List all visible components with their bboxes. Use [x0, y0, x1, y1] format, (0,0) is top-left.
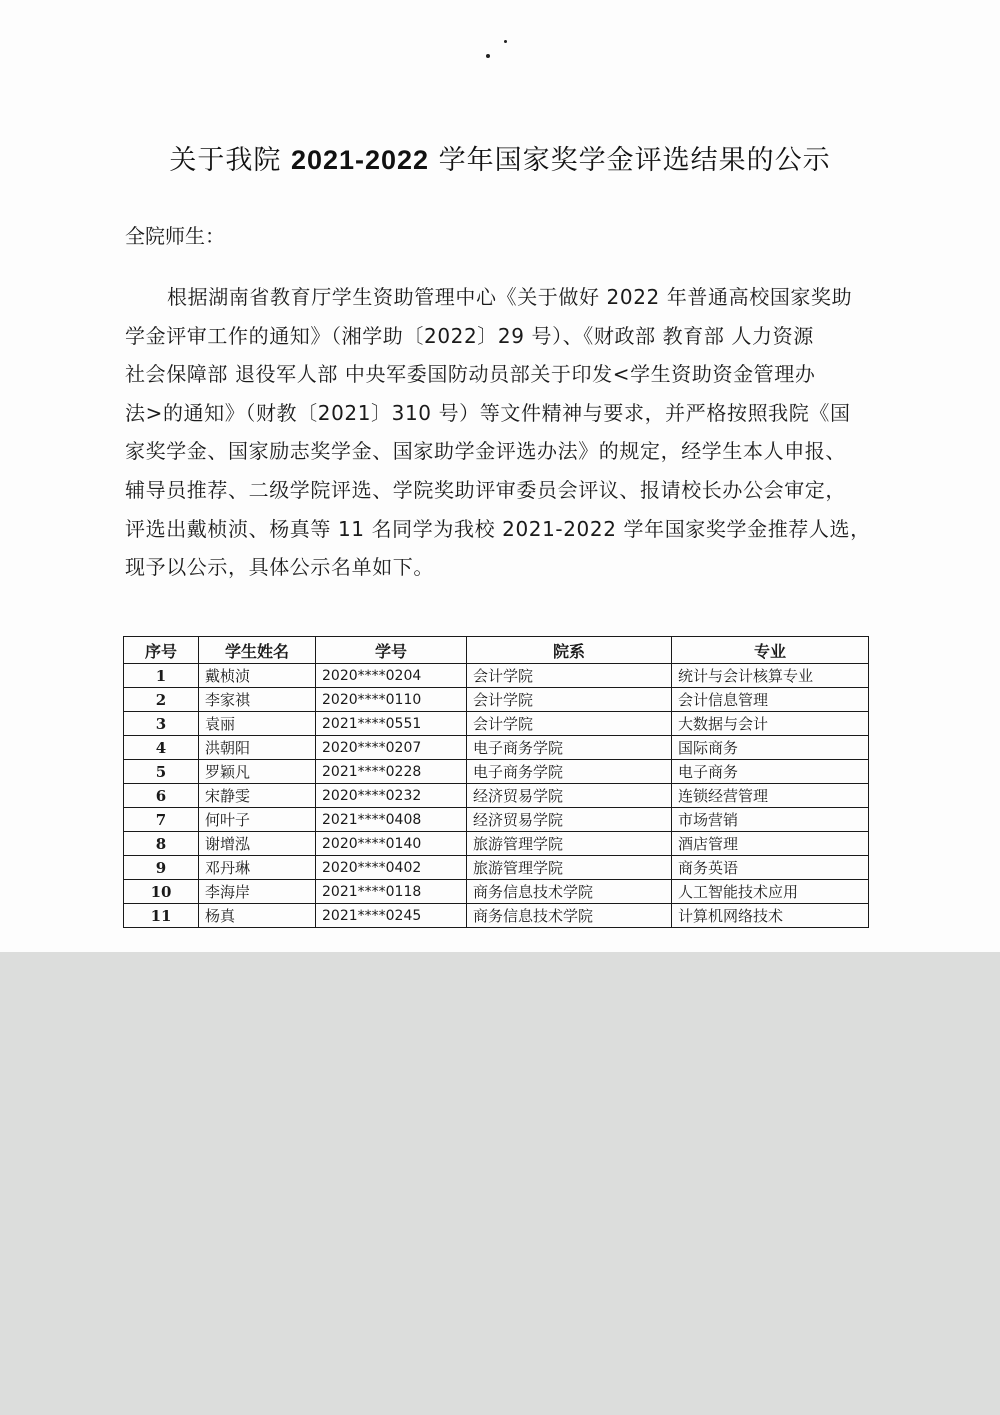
cell-major: 计算机网络技术 [672, 904, 869, 928]
paragraph-line: 辅导员推荐、二级学院评选、学院奖助评审委员会评议、报请校长办公会审定， [125, 477, 846, 502]
cell-department: 旅游管理学院 [467, 856, 672, 880]
cell-major: 统计与会计核算专业 [672, 664, 869, 688]
body-paragraph [125, 278, 895, 587]
table-row [124, 712, 869, 736]
cell-department: 会计学院 [467, 688, 672, 712]
cell-student-name: 杨真 [199, 904, 316, 928]
header-index: 序号 [124, 637, 199, 664]
table-header-row [124, 637, 869, 664]
cell-index: 3 [124, 712, 199, 736]
cell-major: 大数据与会计 [672, 712, 869, 736]
header-student-name: 学生姓名 [199, 637, 316, 664]
cell-student-name: 罗颖凡 [199, 760, 316, 784]
cell-major: 连锁经营管理 [672, 784, 869, 808]
cell-student-id: 2020****0402 [316, 856, 467, 880]
cell-student-id: 2021****0408 [316, 808, 467, 832]
cell-student-id: 2020****0204 [316, 664, 467, 688]
paragraph-line: 现予以公示，具体公示名单如下。 [125, 555, 434, 580]
cell-major: 国际商务 [672, 736, 869, 760]
page-title [0, 138, 1000, 177]
blank-gray-area [0, 952, 1000, 1415]
paragraph-line: 根据湖南省教育厅学生资助管理中心《关于做好 2022 年普通高校国家奖助 [167, 285, 853, 309]
cell-student-name: 何叶子 [199, 808, 316, 832]
table-row [124, 664, 869, 688]
cell-major: 会计信息管理 [672, 688, 869, 712]
table-row [124, 760, 869, 784]
table-row [124, 784, 869, 808]
table-body [124, 664, 869, 928]
cell-student-id: 2020****0110 [316, 688, 467, 712]
greeting: 全院师生： [125, 224, 225, 248]
cell-index: 9 [124, 856, 199, 880]
table-row [124, 880, 869, 904]
cell-major: 人工智能技术应用 [672, 880, 869, 904]
cell-student-id: 2020****0207 [316, 736, 467, 760]
cell-index: 7 [124, 808, 199, 832]
paragraph-line: 评选出戴桢浈、杨真等 11 名同学为我校 2021-2022 学年国家奖学金推荐人选， [125, 516, 871, 541]
cell-index: 8 [124, 832, 199, 856]
title-year: 2021-2022 [290, 145, 430, 175]
table-row [124, 856, 869, 880]
cell-department: 经济贸易学院 [467, 784, 672, 808]
title-suffix: 学年国家奖学金评选结果的公示 [438, 145, 831, 176]
cell-department: 电子商务学院 [467, 760, 672, 784]
cell-student-id: 2021****0551 [316, 712, 467, 736]
cell-student-id: 2021****0118 [316, 880, 467, 904]
cell-department: 商务信息技术学院 [467, 880, 672, 904]
header-student-id: 学号 [316, 637, 467, 664]
cell-department: 商务信息技术学院 [467, 904, 672, 928]
cell-student-name: 宋静雯 [199, 784, 316, 808]
scan-specks [484, 40, 514, 64]
cell-student-name: 邓丹琳 [199, 856, 316, 880]
cell-index: 6 [124, 784, 199, 808]
cell-index: 10 [124, 880, 199, 904]
paragraph-line: 学金评审工作的通知》（湘学助〔2022〕29 号）、《财政部 教育部 人力资源 [125, 323, 814, 348]
table-row [124, 688, 869, 712]
header-major: 专业 [672, 637, 869, 664]
cell-student-id: 2021****0228 [316, 760, 467, 784]
cell-department: 经济贸易学院 [467, 808, 672, 832]
cell-major: 市场营销 [672, 808, 869, 832]
cell-student-id: 2021****0245 [316, 904, 467, 928]
table-row [124, 808, 869, 832]
cell-department: 旅游管理学院 [467, 832, 672, 856]
cell-index: 11 [124, 904, 199, 928]
cell-index: 5 [124, 760, 199, 784]
cell-index: 4 [124, 736, 199, 760]
paragraph-line: 法>的通知》（财教〔2021〕310 号）等文件精神与要求，并严格按照我院《国 [125, 400, 851, 425]
title-prefix: 关于我院 [169, 145, 282, 176]
cell-index: 1 [124, 664, 199, 688]
cell-department: 电子商务学院 [467, 736, 672, 760]
table-row [124, 832, 869, 856]
table-row [124, 904, 869, 928]
cell-index: 2 [124, 688, 199, 712]
cell-major: 商务英语 [672, 856, 869, 880]
cell-student-name: 洪朝阳 [199, 736, 316, 760]
scholarship-table [123, 636, 869, 928]
cell-student-name: 袁丽 [199, 712, 316, 736]
cell-student-name: 李海岸 [199, 880, 316, 904]
header-department: 院系 [467, 637, 672, 664]
paragraph-line: 社会保障部 退役军人部 中央军委国防动员部关于印发<学生资助资金管理办 [125, 362, 816, 387]
cell-student-name: 李家祺 [199, 688, 316, 712]
cell-department: 会计学院 [467, 664, 672, 688]
cell-major: 酒店管理 [672, 832, 869, 856]
cell-student-name: 谢增泓 [199, 832, 316, 856]
cell-student-id: 2020****0232 [316, 784, 467, 808]
cell-department: 会计学院 [467, 712, 672, 736]
cell-student-id: 2020****0140 [316, 832, 467, 856]
cell-major: 电子商务 [672, 760, 869, 784]
paragraph-line: 家奖学金、国家励志奖学金、国家助学金评选办法》的规定，经学生本人申报、 [125, 439, 846, 464]
table-row [124, 736, 869, 760]
cell-student-name: 戴桢浈 [199, 664, 316, 688]
